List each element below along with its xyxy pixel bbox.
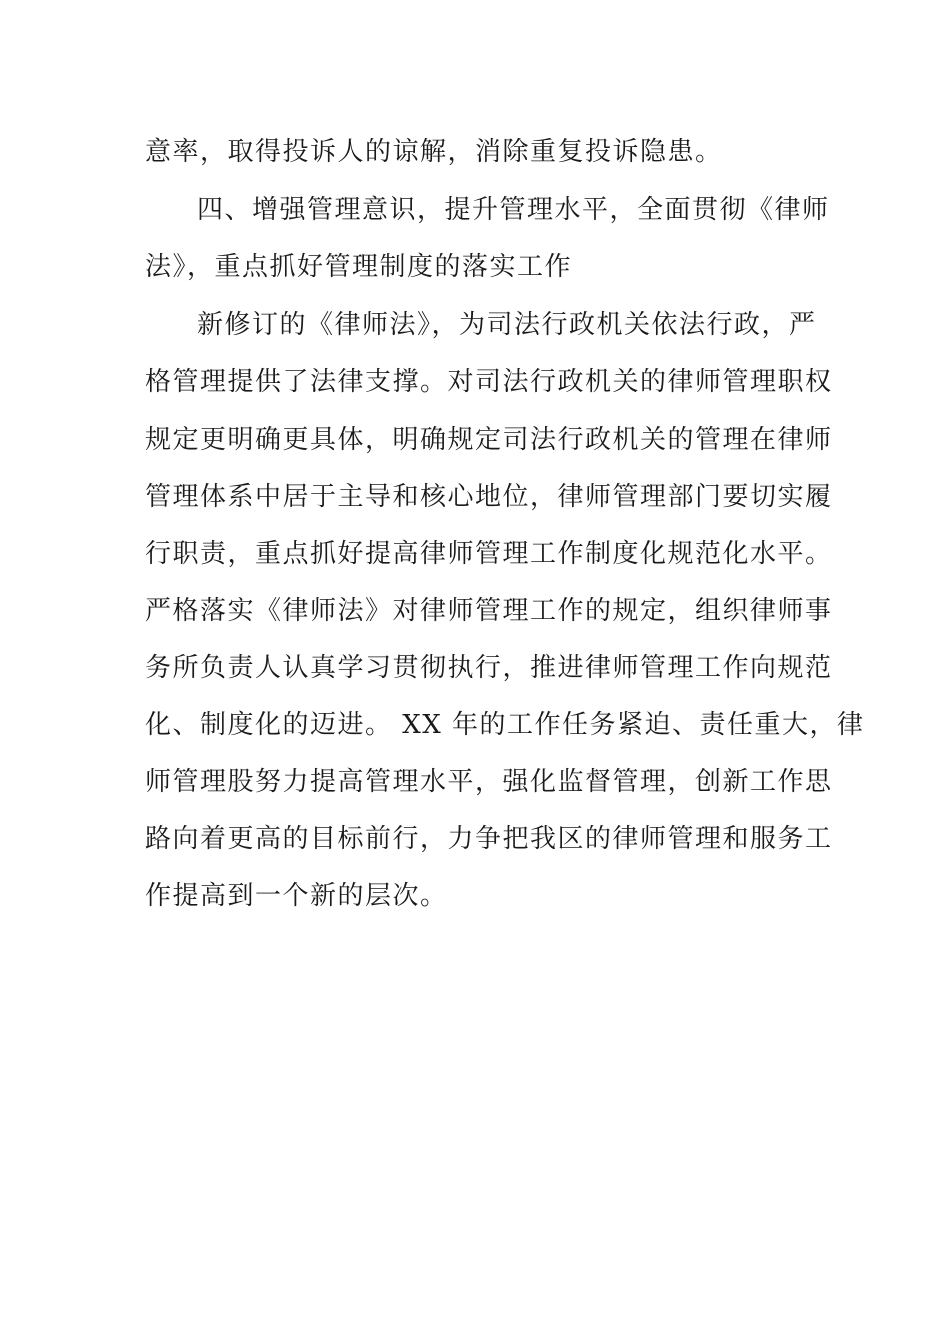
paragraph-line-13: 路向着更高的目标前行，力争把我区的律师管理和服务工 (145, 824, 833, 854)
paragraph-line-5: 格管理提供了法律支撑。对司法行政机关的律师管理职权 (145, 367, 833, 397)
paragraph-line-12: 师管理股努力提高管理水平，强化监督管理，创新工作思 (145, 767, 833, 797)
paragraph-line-10: 务所负责人认真学习贯彻执行，推进律师管理工作向规范 (145, 653, 833, 683)
paragraph-line-6: 规定更明确更具体，明确规定司法行政机关的管理在律师 (145, 425, 833, 455)
paragraph-line-1: 意率，取得投诉人的谅解，消除重复投诉隐患。 (145, 137, 723, 167)
paragraph-line-9: 严格落实《律师法》对律师管理工作的规定，组织律师事 (145, 596, 833, 626)
section-heading-line-2: 法》，重点抓好管理制度的落实工作 (145, 252, 573, 282)
paragraph-line-14: 作提高到一个新的层次。 (145, 881, 448, 911)
paragraph-line-4: 新修订的《律师法》，为司法行政机关依法行政，严 (197, 310, 817, 340)
paragraph-line-11: 化、制度化的迈进。 XX 年的工作任务紧迫、责任重大，律 (145, 710, 865, 740)
paragraph-line-8: 行职责，重点抓好提高律师管理工作制度化规范化水平。 (145, 539, 833, 569)
section-heading-line-1: 四、增强管理意识，提升管理水平，全面贯彻《律师 (197, 195, 830, 225)
paragraph-line-7: 管理体系中居于主导和核心地位，律师管理部门要切实履 (145, 482, 833, 512)
